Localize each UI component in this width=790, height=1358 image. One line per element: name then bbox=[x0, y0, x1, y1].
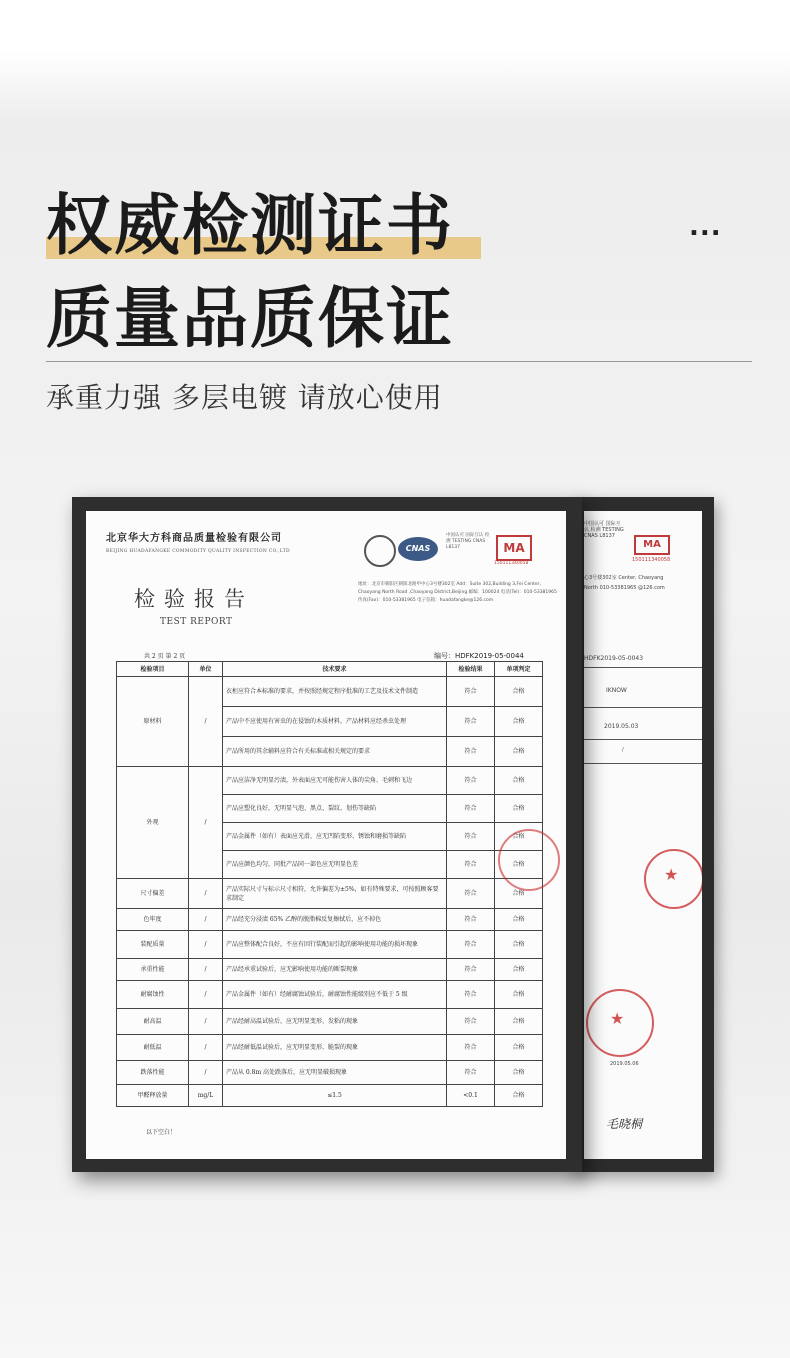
back-dash: / bbox=[622, 747, 624, 753]
requirement-cell: 产品从 0.8m 高处跌落后，应无明显破损现象 bbox=[223, 1061, 447, 1085]
header-unit: 单位 bbox=[189, 662, 223, 677]
page-info: 共 2 页 第 2 页 bbox=[144, 653, 186, 660]
org-name-en: BEIJING HUADAFANGKE COMMODITY QUALITY INSPECTION CO.,LTD bbox=[106, 549, 290, 554]
result-cell: 符合 bbox=[447, 1061, 495, 1085]
requirement-cell: 产品应整体配合良好，不应有因行装配而引起的影响使用功能的损坏现象 bbox=[223, 931, 447, 959]
result-cell: 符合 bbox=[447, 909, 495, 931]
back-table-line bbox=[584, 739, 702, 740]
verdict-cell: 合格 bbox=[495, 795, 543, 823]
requirement-cell: 产品经充分浸渍 65% 乙醇的脱脂棉反复擦拭后，应不掉色 bbox=[223, 909, 447, 931]
end-note: 以下空白！ bbox=[146, 1129, 177, 1136]
back-brand: IKNOW bbox=[606, 687, 627, 694]
requirement-cell: 衣柜应符合本标准的要求，并按照经规定程序批准的工艺及技术文件制造 bbox=[223, 677, 447, 707]
table-row bbox=[117, 1061, 543, 1085]
verdict-cell: 合格 bbox=[495, 1035, 543, 1061]
requirement-cell: 产品应塑化良好，无明显气泡、黑点、裂纹、划伤等缺陷 bbox=[223, 795, 447, 823]
report-title: 检验报告 bbox=[134, 587, 254, 611]
table-row bbox=[117, 959, 543, 981]
table-row bbox=[117, 1085, 543, 1107]
report-number: 编号：HDFK2019-05-0044 bbox=[434, 652, 524, 660]
unit-cell: / bbox=[189, 1061, 223, 1085]
verdict-cell: 合格 bbox=[495, 851, 543, 879]
verdict-cell: 合格 bbox=[495, 879, 543, 909]
verdict-cell: 合格 bbox=[495, 823, 543, 851]
unit-cell: / bbox=[189, 981, 223, 1009]
requirement-cell: 产品金属件（如有）表面应光滑，应无凹陷变形、锈蚀和磨损等缺陷 bbox=[223, 823, 447, 851]
result-cell: 符合 bbox=[447, 677, 495, 707]
verdict-cell: 合格 bbox=[495, 677, 543, 707]
requirement-cell: 产品所用的其余辅料应符合有关标准或相关规定的要求 bbox=[223, 737, 447, 767]
cma-logo: MA bbox=[496, 535, 532, 561]
back-certificate-sheet bbox=[584, 511, 702, 1159]
result-cell: 符合 bbox=[447, 1035, 495, 1061]
requirement-cell: 产品经耐高温试验后，应无明显变形、发粘的现象 bbox=[223, 1009, 447, 1035]
org-name: 北京华大方科商品质量检验有限公司 bbox=[106, 533, 282, 544]
back-stamp-date: 2019.05.06 bbox=[610, 1061, 639, 1067]
back-cnas-text: 中国认可 国际互认 检测 TESTING CNAS L8137 bbox=[584, 521, 624, 539]
result-cell: 符合 bbox=[447, 879, 495, 909]
divider bbox=[46, 361, 752, 362]
verdict-cell: 合格 bbox=[495, 1061, 543, 1085]
back-report-no: HDFK2019-05-0043 bbox=[584, 655, 644, 662]
verdict-cell: 合格 bbox=[495, 1085, 543, 1107]
requirement-cell: 产品经耐低温试验后，应无明显变形、脆裂的现象 bbox=[223, 1035, 447, 1061]
verdict-cell: 合格 bbox=[495, 707, 543, 737]
signature: 毛晓桐 bbox=[606, 1117, 643, 1131]
item-cell: 色牢度 bbox=[117, 909, 189, 931]
front-certificate-frame bbox=[72, 497, 582, 1172]
requirement-cell: 产品应颜色均匀，同批产品同一部色应无明显色差 bbox=[223, 851, 447, 879]
header-verdict: 单项判定 bbox=[495, 662, 543, 677]
table-row bbox=[117, 767, 543, 795]
table-row bbox=[117, 677, 543, 707]
back-cma-no: 150111340058 bbox=[632, 557, 671, 563]
back-certificate-frame bbox=[570, 497, 714, 1172]
header-item: 检验项目 bbox=[117, 662, 189, 677]
result-cell: 符合 bbox=[447, 851, 495, 879]
accreditation-logos bbox=[354, 531, 554, 576]
more-icon[interactable]: ... bbox=[689, 212, 722, 242]
back-table-line bbox=[584, 763, 702, 764]
item-cell: 外观 bbox=[117, 767, 189, 879]
table-row bbox=[117, 981, 543, 1009]
verdict-cell: 合格 bbox=[495, 931, 543, 959]
result-cell: 符合 bbox=[447, 959, 495, 981]
item-cell: 尺寸偏差 bbox=[117, 879, 189, 909]
requirement-cell: 产品应洁净无明显污渍，外表面应无可能伤害人体的尖角、毛刺和飞边 bbox=[223, 767, 447, 795]
verdict-cell: 合格 bbox=[495, 767, 543, 795]
back-stamp-star-icon: ★ bbox=[610, 1009, 625, 1028]
back-stamp-star-icon: ★ bbox=[664, 865, 679, 884]
result-cell: <0.1 bbox=[447, 1085, 495, 1107]
result-cell: 符合 bbox=[447, 707, 495, 737]
table-header-row bbox=[117, 662, 543, 677]
lab-address: 地址：北京市朝阳区朝阳北路甲中心3号楼302室 Add：Suite 302,Building 3,Fei Center, Chaoyang North Road ,Chaoyang District,Beijing 邮编：100024 电话(Tel)：010-53381965 传真(Fax)：010-53381965 电子信箱：huadafangke@126.com bbox=[358, 582, 557, 603]
result-cell: 符合 bbox=[447, 1009, 495, 1035]
title-line1-wrap bbox=[46, 185, 454, 267]
header-result: 检验结果 bbox=[447, 662, 495, 677]
unit-cell: mg/L bbox=[189, 1085, 223, 1107]
table-row bbox=[117, 1009, 543, 1035]
unit-cell: / bbox=[189, 677, 223, 767]
result-cell: 符合 bbox=[447, 823, 495, 851]
back-cma-logo: MA bbox=[634, 535, 670, 555]
cnas-logo: CNAS bbox=[398, 537, 438, 561]
unit-cell: / bbox=[189, 931, 223, 959]
back-table-line bbox=[584, 707, 702, 708]
requirement-cell: ≤1.5 bbox=[223, 1085, 447, 1107]
requirement-cell: 产品经承重试验后，应无影响使用功能的断裂现象 bbox=[223, 959, 447, 981]
item-cell: 承重性能 bbox=[117, 959, 189, 981]
inspection-stamp bbox=[498, 829, 560, 891]
item-cell: 原材料 bbox=[117, 677, 189, 767]
item-cell: 装配质量 bbox=[117, 931, 189, 959]
top-white-band bbox=[0, 0, 790, 52]
front-certificate-sheet bbox=[86, 511, 566, 1159]
cnas-text: 中国认可 国际互认 检测 TESTING CNAS L8137 bbox=[446, 533, 490, 550]
report-table bbox=[116, 661, 543, 1107]
requirement-cell: 产品中不应使用有害虫的在侵蚀的木质材料，产品材料应经杀虫处理 bbox=[223, 707, 447, 737]
back-address: 心3号楼302室 Center, Chaoyang North 010-53381965 @126.com bbox=[584, 575, 665, 591]
result-cell: 符合 bbox=[447, 981, 495, 1009]
verdict-cell: 合格 bbox=[495, 959, 543, 981]
subtitle: 承重力强 多层电镀 请放心使用 bbox=[46, 381, 443, 414]
item-cell: 甲醛释放量 bbox=[117, 1085, 189, 1107]
item-cell: 耐腐蚀性 bbox=[117, 981, 189, 1009]
table-row bbox=[117, 879, 543, 909]
unit-cell: / bbox=[189, 879, 223, 909]
requirement-cell: 产品实际尺寸与标示尺寸相符，允许偏差为±5%，如有特殊要求，可按照顾客要求制定 bbox=[223, 879, 447, 909]
result-cell: 符合 bbox=[447, 795, 495, 823]
verdict-cell: 合格 bbox=[495, 909, 543, 931]
table-row bbox=[117, 931, 543, 959]
verdict-cell: 合格 bbox=[495, 981, 543, 1009]
verdict-cell: 合格 bbox=[495, 1009, 543, 1035]
unit-cell: / bbox=[189, 959, 223, 981]
item-cell: 耐低温 bbox=[117, 1035, 189, 1061]
result-cell: 符合 bbox=[447, 931, 495, 959]
result-cell: 符合 bbox=[447, 767, 495, 795]
back-table-line bbox=[584, 667, 702, 668]
requirement-cell: 产品金属件（如有）经耐腐蚀试验后，耐腐蚀性能级别应不低于 5 级 bbox=[223, 981, 447, 1009]
header-requirement: 技术要求 bbox=[223, 662, 447, 677]
page-title-line2: 质量品质保证 bbox=[46, 280, 454, 357]
unit-cell: / bbox=[189, 1035, 223, 1061]
result-cell: 符合 bbox=[447, 737, 495, 767]
unit-cell: / bbox=[189, 909, 223, 931]
table-row bbox=[117, 1035, 543, 1061]
table-row bbox=[117, 909, 543, 931]
report-title-en: TEST REPORT bbox=[160, 617, 233, 627]
unit-cell: / bbox=[189, 1009, 223, 1035]
verdict-cell: 合格 bbox=[495, 737, 543, 767]
item-cell: 耐高温 bbox=[117, 1009, 189, 1035]
cma-number: 150111340058 bbox=[494, 561, 529, 566]
ilac-logo-icon bbox=[364, 535, 396, 567]
page-title: 权威检测证书 bbox=[46, 187, 454, 264]
unit-cell: / bbox=[189, 767, 223, 879]
item-cell: 跌落性能 bbox=[117, 1061, 189, 1085]
back-date: 2019.05.03 bbox=[604, 723, 639, 730]
